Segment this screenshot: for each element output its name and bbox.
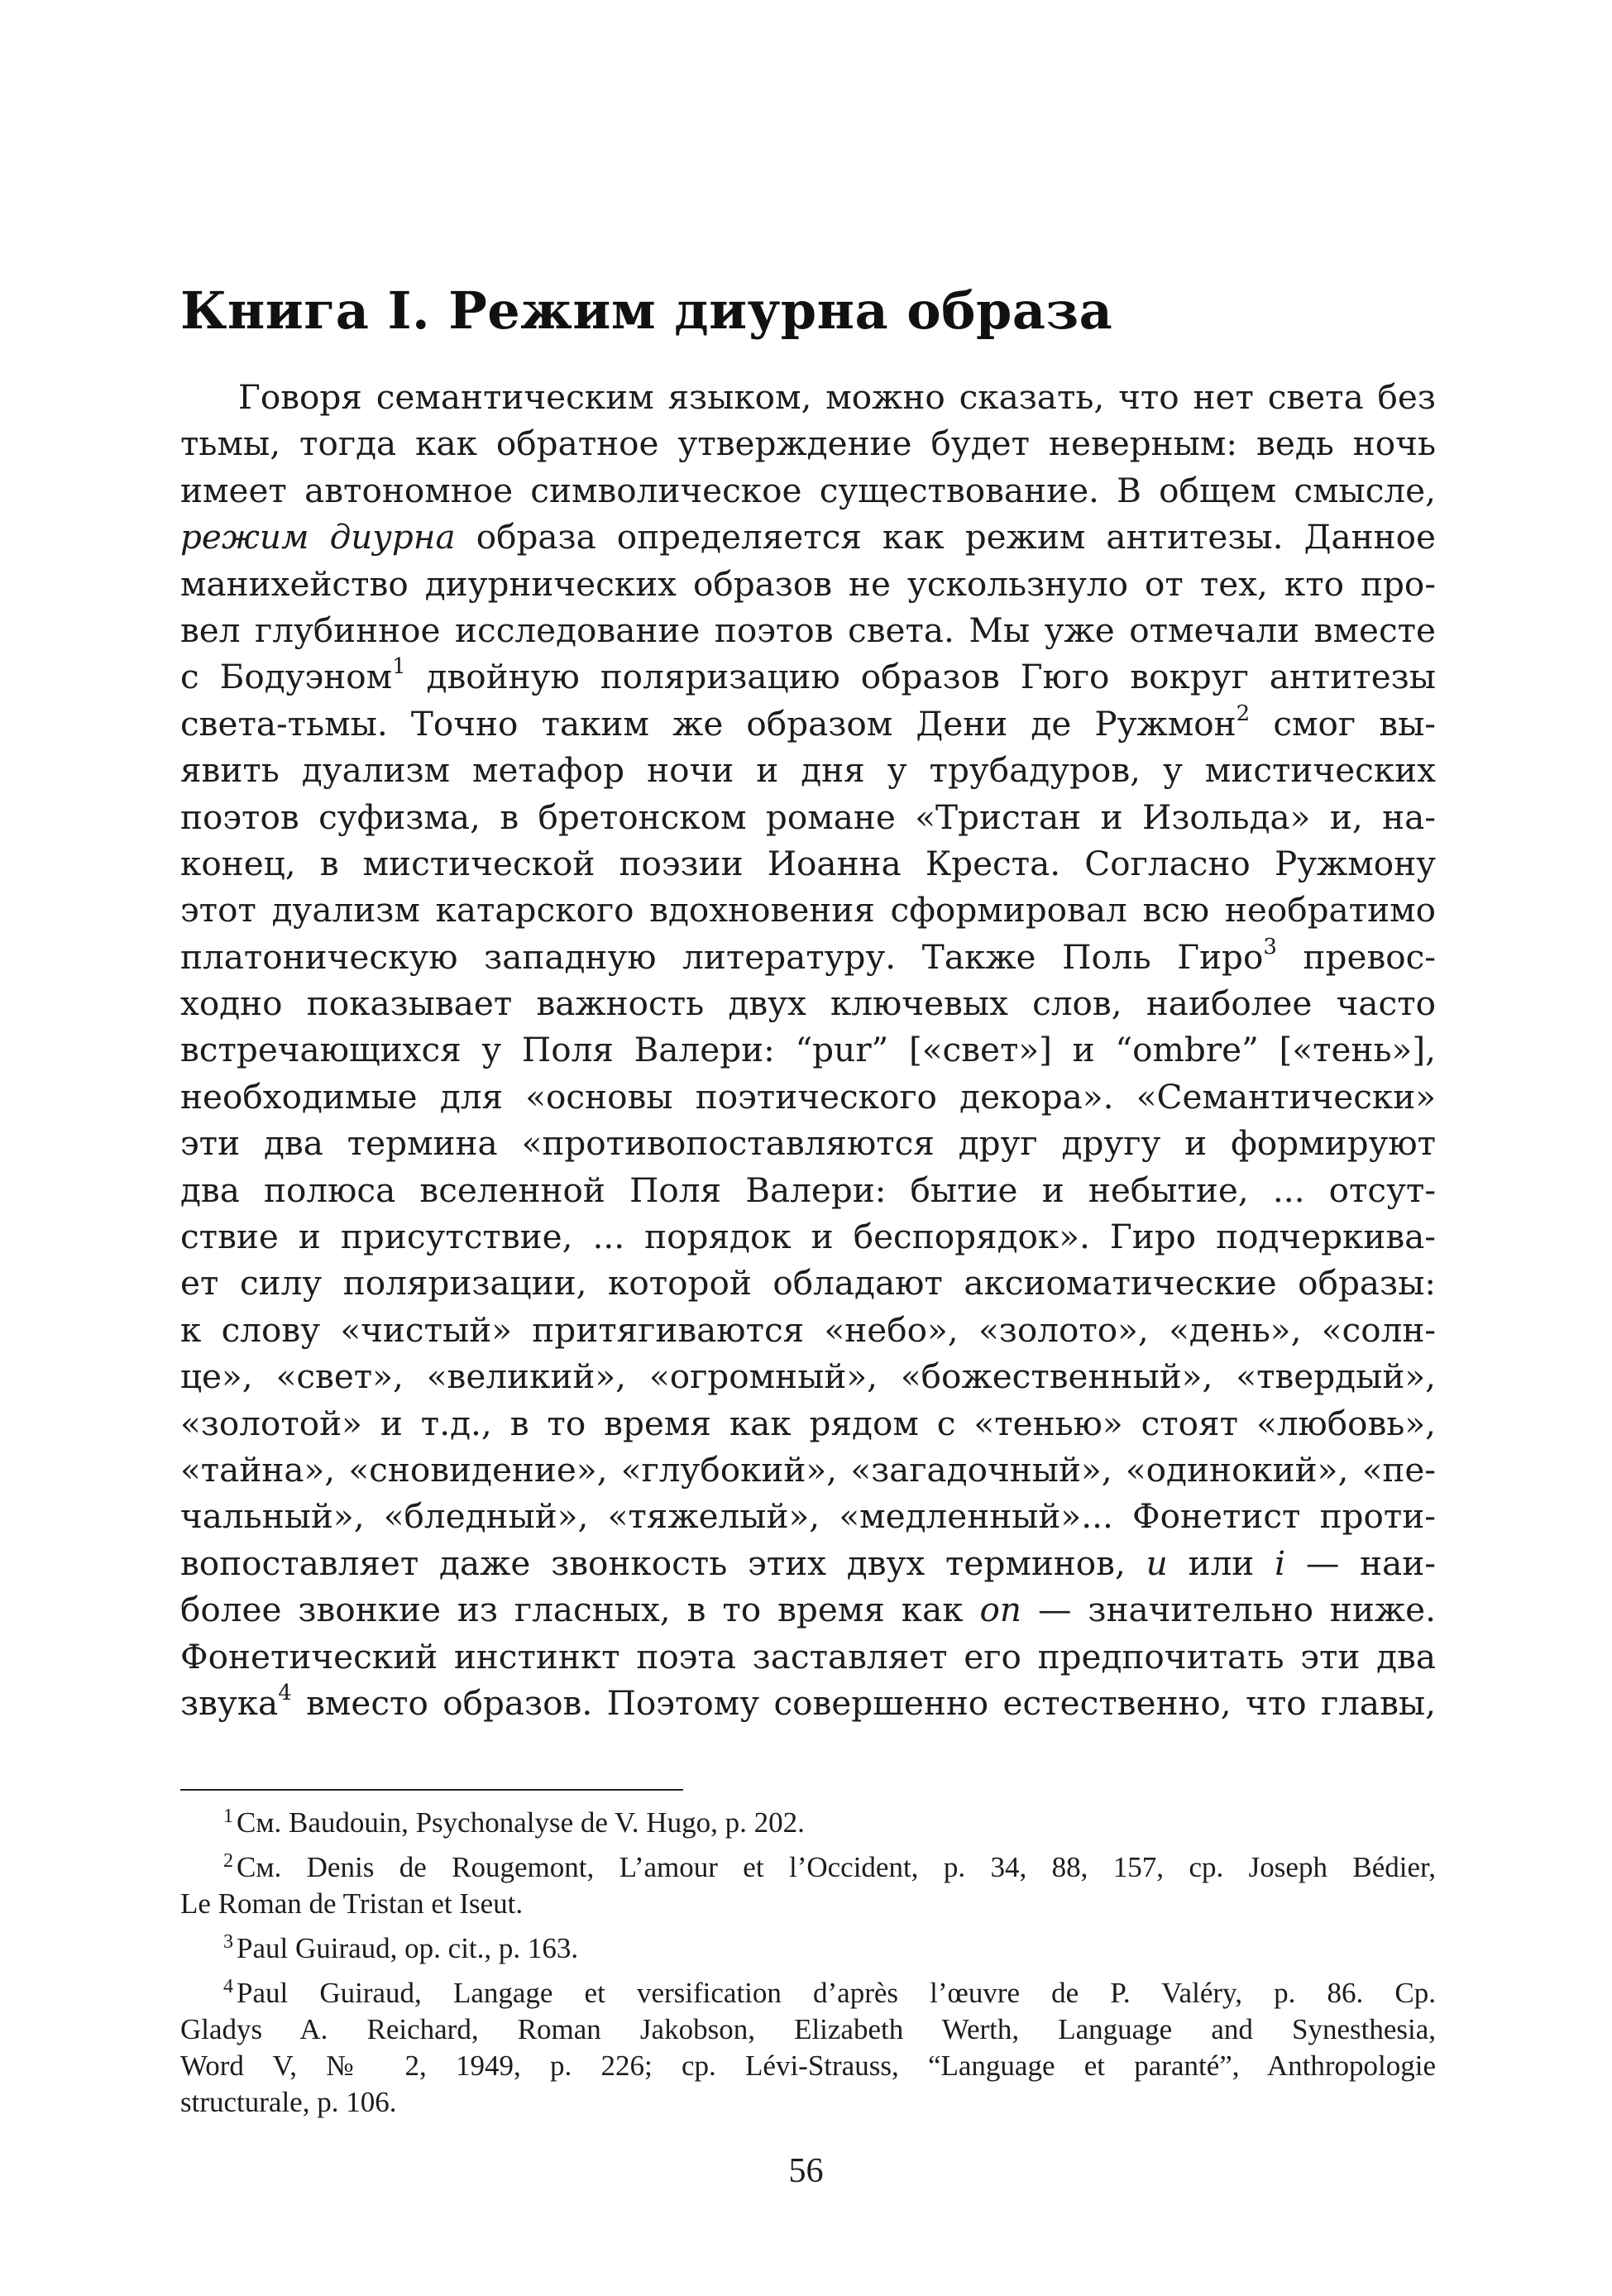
footnote-line: $^2$ См. Denis de Rougemont, L’amour et l’Occident, p. 34, 88, 157, ср. Joseph Bédier, bbox=[223, 1850, 1436, 1883]
chapter-title: Книга I. Режим диурна образа bbox=[180, 280, 1113, 341]
text-line: тьмы, тогда как обратное утверждение будет неверным: ведь ночь bbox=[180, 423, 1436, 464]
footnote-2 bbox=[180, 1849, 1436, 1922]
text-line: ходно показывает важность двух ключевых слов, наиболее часто bbox=[180, 983, 1436, 1024]
text-line: Фонетический инстинкт поэта заставляет его предпочитать эти два bbox=[180, 1636, 1436, 1677]
footnote-3 bbox=[180, 1930, 1436, 1967]
text-line: два полюса вселенной Поля Валери: бытие и небытие, ... отсут- bbox=[180, 1170, 1436, 1210]
footnote-line: Le Roman de Tristan et Iseut. bbox=[180, 1887, 524, 1920]
footnote-line: Gladys A. Reichard, Roman Jakobson, Elizabeth Werth, Language and Synesthesia, bbox=[180, 2013, 1436, 2045]
footnote-ref-1[interactable]: 1 bbox=[392, 654, 406, 680]
text-line: ет силу поляризации, которой обладают аксиоматические образы: bbox=[180, 1263, 1436, 1303]
text-line: режим диурна образа определяется как режим антитезы. Данное bbox=[180, 517, 1436, 557]
footnote-divider bbox=[180, 1789, 683, 1791]
italic-term: u bbox=[1146, 1543, 1168, 1583]
text-line: необходимые для «основы поэтического декора». «Семантически» bbox=[180, 1076, 1436, 1117]
text-line: «тайна», «сновидение», «глубокий», «загадочный», «одинокий», «пе- bbox=[180, 1449, 1436, 1490]
text-line: эти два термина «противопоставляются друг другу и формируют bbox=[180, 1123, 1436, 1164]
text-line: це», «свет», «великий», «огромный», «божественный», «твердый», bbox=[180, 1356, 1436, 1397]
text-line: к слову «чистый» притягиваются «небо», «золото», «день», «солн- bbox=[180, 1309, 1436, 1350]
footnote-ref-4[interactable]: 4 bbox=[278, 1680, 292, 1705]
text-line: поэтов суфизма, в бретонском романе «Тристан и Изольда» и, на- bbox=[180, 796, 1436, 837]
text-line: Говоря семантическим языком, можно сказать, что нет света без bbox=[238, 377, 1436, 417]
footnote-ref-3[interactable]: 3 bbox=[1263, 934, 1277, 959]
footnote-4 bbox=[180, 1975, 1436, 2121]
footnote-number: 3 bbox=[223, 1931, 233, 1953]
text-line: этот дуализм катарского вдохновения сформировал всю необратимо bbox=[180, 890, 1436, 930]
footnote-line: $^1$ См. Baudouin, Psychonalyse de V. Hugo, p. 202. bbox=[223, 1806, 805, 1839]
text-line: чальный», «бледный», «тяжелый», «медленный»... Фонетист проти- bbox=[180, 1496, 1436, 1537]
text-line: платоническую западную литературу. Также Поль Гиро$^3$ превос- bbox=[180, 934, 1436, 977]
italic-term: режим диурна bbox=[180, 517, 456, 557]
text-line: «золотой» и т.д., в то время как рядом с «тенью» стоят «любовь», bbox=[180, 1403, 1436, 1443]
text-line: встречающихся у Поля Валери: “pur” [«свет»] и “ombre” [«тень»], bbox=[180, 1030, 1436, 1070]
main-paragraph bbox=[180, 374, 1436, 1726]
footnote-line: Word V, № 2, 1949, p. 226; ср. Lévi-Strauss, “Language et paranté”, Anthropologie bbox=[180, 2050, 1436, 2082]
text-line: ствие и присутствие, ... порядок и беспорядок». Гиро подчеркива- bbox=[180, 1217, 1436, 1257]
italic-term: on bbox=[979, 1590, 1022, 1630]
text-line: вопоставляет даже звонкость этих двух терминов, u или i — наи- bbox=[180, 1543, 1436, 1583]
text-line: звука$^4$ вместо образов. Поэтому совершенно естественно, что главы, bbox=[180, 1680, 1436, 1723]
text-line: света-тьмы. Точно таким же образом Дени де Ружмон$^2$ смог вы- bbox=[180, 701, 1436, 744]
text-line: с Бодуэном$^1$ двойную поляризацию образов Гюго вокруг антитезы bbox=[180, 654, 1436, 697]
footnote-1 bbox=[180, 1805, 1436, 1841]
footnotes bbox=[180, 1805, 1436, 2129]
footnote-line: structurale, p. 106. bbox=[180, 2086, 397, 2118]
footnote-number: 1 bbox=[223, 1806, 233, 1827]
text-line: вел глубинное исследование поэтов света. Мы уже отмечали вместе bbox=[180, 610, 1436, 650]
footnote-number: 4 bbox=[223, 1976, 233, 1997]
footnote-line: $^3$ Paul Guiraud, op. cit., p. 163. bbox=[223, 1931, 579, 1964]
text-line: манихейство диурнических образов не ускользнуло от тех, кто про- bbox=[180, 563, 1436, 604]
text-line: конец, в мистической поэзии Иоанна Креста. Согласно Ружмону bbox=[180, 843, 1436, 883]
italic-term: i bbox=[1275, 1543, 1286, 1583]
text-line: явить дуализм метафор ночи и дня у трубадуров, у мистических bbox=[180, 750, 1436, 791]
text-line: имеет автономное символическое существование. В общем смысле, bbox=[180, 470, 1436, 510]
page-number: 56 bbox=[788, 2152, 824, 2190]
footnote-number: 2 bbox=[223, 1850, 233, 1872]
footnote-line: $^4$ Paul Guiraud, Langage et versification d’après l’œuvre de P. Valéry, p. 86. Ср. bbox=[223, 1976, 1436, 2009]
text-line: более звонкие из гласных, в то время как on — значительно ниже. bbox=[180, 1590, 1436, 1630]
footnote-ref-2[interactable]: 2 bbox=[1236, 701, 1251, 726]
